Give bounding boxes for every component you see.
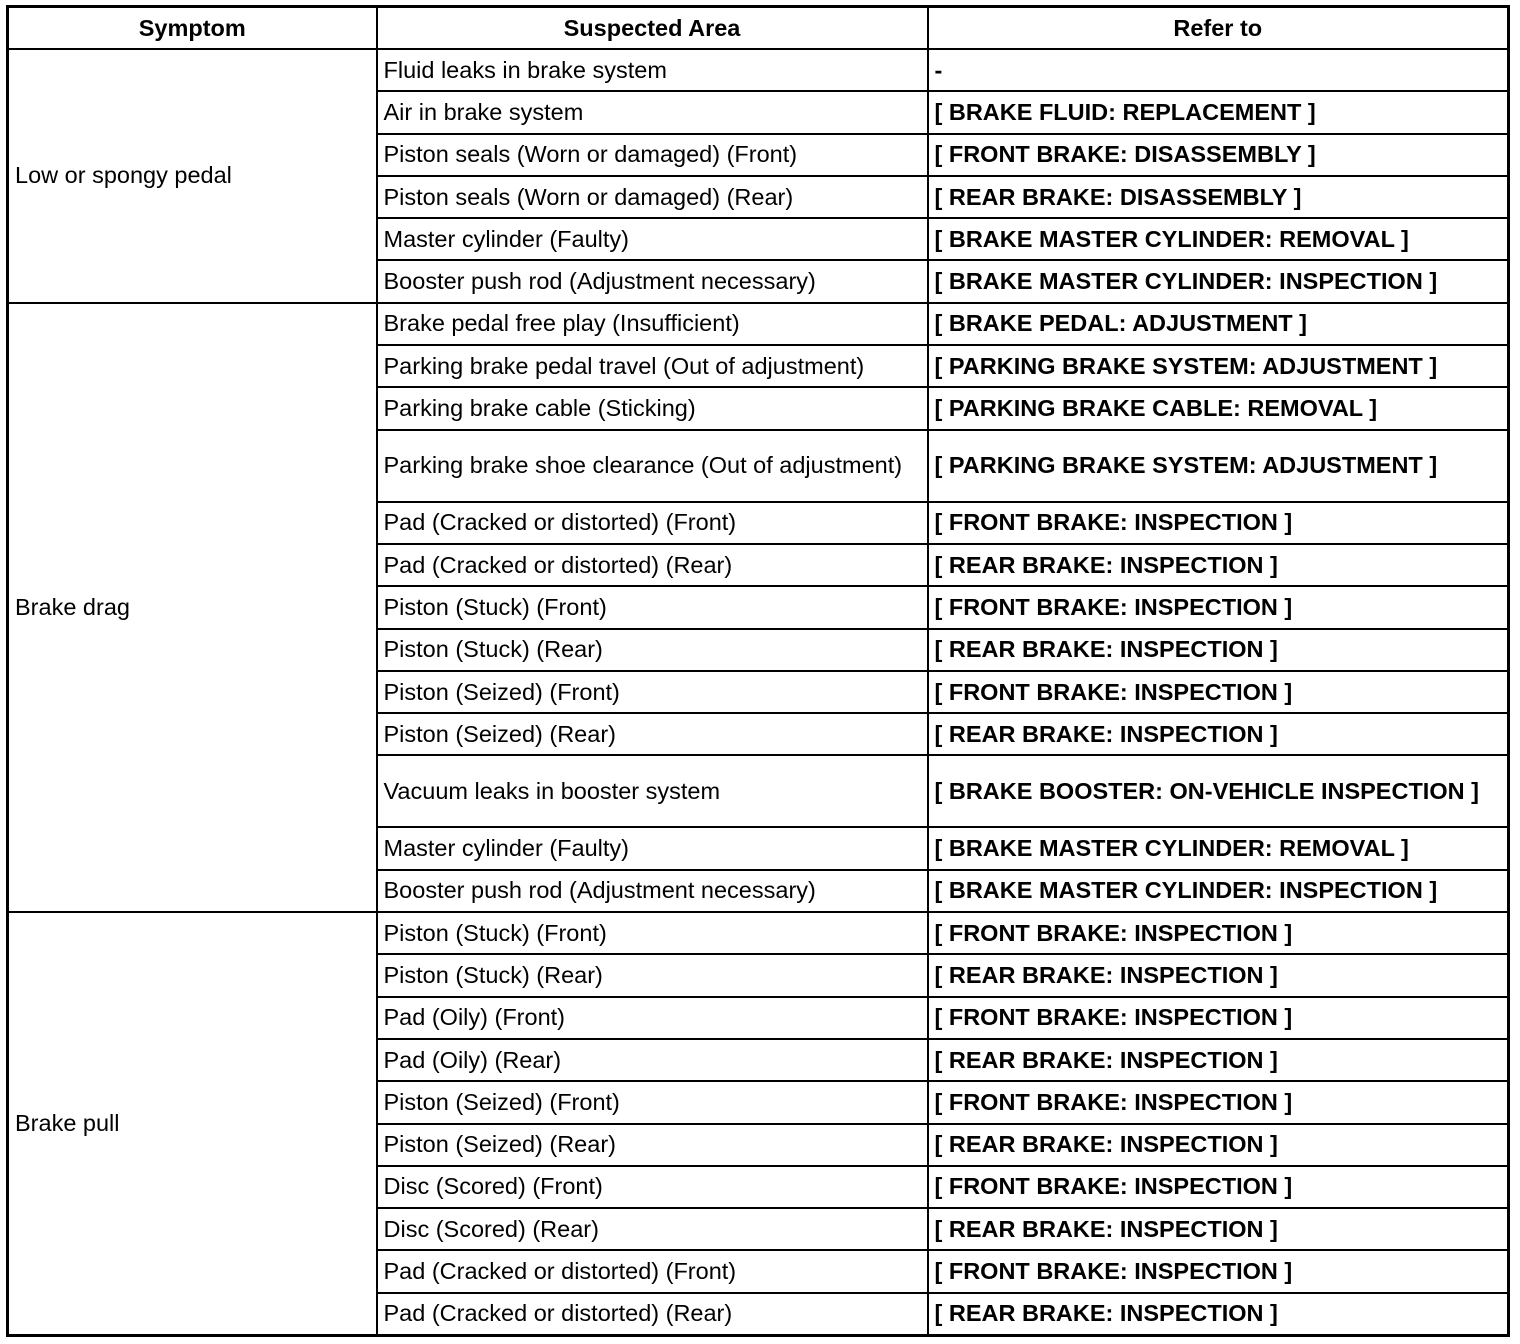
- refer-to-link[interactable]: [ BRAKE MASTER CYLINDER: INSPECTION ]: [928, 260, 1509, 302]
- suspected-area-cell: Piston (Seized) (Front): [377, 1081, 928, 1123]
- suspected-area-cell: Pad (Oily) (Front): [377, 997, 928, 1039]
- suspected-area-cell: Piston seals (Worn or damaged) (Rear): [377, 176, 928, 218]
- suspected-area-cell: Brake pedal free play (Insufficient): [377, 303, 928, 345]
- refer-to-link[interactable]: [ FRONT BRAKE: INSPECTION ]: [928, 586, 1509, 628]
- refer-to-link[interactable]: [ FRONT BRAKE: DISASSEMBLY ]: [928, 134, 1509, 176]
- suspected-area-cell: Piston (Stuck) (Front): [377, 912, 928, 954]
- suspected-area-cell: Parking brake pedal travel (Out of adjustment): [377, 345, 928, 387]
- table-row: [8, 303, 1509, 345]
- refer-to-link[interactable]: [ BRAKE MASTER CYLINDER: REMOVAL ]: [928, 218, 1509, 260]
- table-row: [8, 912, 1509, 954]
- suspected-area-cell: Pad (Oily) (Rear): [377, 1039, 928, 1081]
- suspected-area-cell: Parking brake shoe clearance (Out of adjustment): [377, 430, 928, 502]
- header-refer-to: Refer to: [928, 7, 1509, 50]
- suspected-area-cell: Piston (Seized) (Front): [377, 671, 928, 713]
- suspected-area-cell: Master cylinder (Faulty): [377, 218, 928, 260]
- refer-to-link[interactable]: [ BRAKE MASTER CYLINDER: REMOVAL ]: [928, 827, 1509, 869]
- refer-to-link[interactable]: [ REAR BRAKE: INSPECTION ]: [928, 1039, 1509, 1081]
- suspected-area-cell: Disc (Scored) (Front): [377, 1166, 928, 1208]
- table-row: [8, 49, 1509, 91]
- refer-to-link[interactable]: [ BRAKE MASTER CYLINDER: INSPECTION ]: [928, 870, 1509, 912]
- refer-to-link: -: [928, 49, 1509, 91]
- refer-to-link[interactable]: [ FRONT BRAKE: INSPECTION ]: [928, 1250, 1509, 1292]
- refer-to-link[interactable]: [ FRONT BRAKE: INSPECTION ]: [928, 1081, 1509, 1123]
- table-body: [8, 49, 1509, 1336]
- refer-to-link[interactable]: [ FRONT BRAKE: INSPECTION ]: [928, 1166, 1509, 1208]
- refer-to-link[interactable]: [ BRAKE PEDAL: ADJUSTMENT ]: [928, 303, 1509, 345]
- refer-to-link[interactable]: [ FRONT BRAKE: INSPECTION ]: [928, 912, 1509, 954]
- suspected-area-cell: Piston (Stuck) (Rear): [377, 629, 928, 671]
- suspected-area-cell: Piston (Seized) (Rear): [377, 713, 928, 755]
- refer-to-link[interactable]: [ FRONT BRAKE: INSPECTION ]: [928, 671, 1509, 713]
- header-suspected-area: Suspected Area: [377, 7, 928, 50]
- suspected-area-cell: Booster push rod (Adjustment necessary): [377, 260, 928, 302]
- refer-to-link[interactable]: [ REAR BRAKE: INSPECTION ]: [928, 629, 1509, 671]
- refer-to-link[interactable]: [ REAR BRAKE: INSPECTION ]: [928, 1124, 1509, 1166]
- troubleshooting-table: [6, 5, 1510, 1337]
- refer-to-link[interactable]: [ FRONT BRAKE: INSPECTION ]: [928, 502, 1509, 544]
- refer-to-link[interactable]: [ BRAKE FLUID: REPLACEMENT ]: [928, 91, 1509, 133]
- suspected-area-cell: Parking brake cable (Sticking): [377, 387, 928, 429]
- suspected-area-cell: Disc (Scored) (Rear): [377, 1208, 928, 1250]
- refer-to-link[interactable]: [ REAR BRAKE: INSPECTION ]: [928, 954, 1509, 996]
- suspected-area-cell: Pad (Cracked or distorted) (Rear): [377, 1293, 928, 1336]
- suspected-area-cell: Master cylinder (Faulty): [377, 827, 928, 869]
- refer-to-link[interactable]: [ PARKING BRAKE CABLE: REMOVAL ]: [928, 387, 1509, 429]
- symptom-cell: Brake pull: [8, 912, 377, 1335]
- suspected-area-cell: Air in brake system: [377, 91, 928, 133]
- symptom-cell: Low or spongy pedal: [8, 49, 377, 303]
- suspected-area-cell: Pad (Cracked or distorted) (Front): [377, 1250, 928, 1292]
- suspected-area-cell: Piston (Seized) (Rear): [377, 1124, 928, 1166]
- refer-to-link[interactable]: [ REAR BRAKE: INSPECTION ]: [928, 713, 1509, 755]
- suspected-area-cell: Piston seals (Worn or damaged) (Front): [377, 134, 928, 176]
- suspected-area-cell: Piston (Stuck) (Rear): [377, 954, 928, 996]
- refer-to-link[interactable]: [ PARKING BRAKE SYSTEM: ADJUSTMENT ]: [928, 345, 1509, 387]
- suspected-area-cell: Pad (Cracked or distorted) (Front): [377, 502, 928, 544]
- suspected-area-cell: Fluid leaks in brake system: [377, 49, 928, 91]
- suspected-area-cell: Pad (Cracked or distorted) (Rear): [377, 544, 928, 586]
- symptom-cell: Brake drag: [8, 303, 377, 912]
- suspected-area-cell: Vacuum leaks in booster system: [377, 755, 928, 827]
- refer-to-link[interactable]: [ FRONT BRAKE: INSPECTION ]: [928, 997, 1509, 1039]
- refer-to-link[interactable]: [ REAR BRAKE: INSPECTION ]: [928, 1208, 1509, 1250]
- header-symptom: Symptom: [8, 7, 377, 50]
- suspected-area-cell: Booster push rod (Adjustment necessary): [377, 870, 928, 912]
- header-row: [8, 7, 1509, 50]
- refer-to-link[interactable]: [ BRAKE BOOSTER: ON-VEHICLE INSPECTION ]: [928, 755, 1509, 827]
- refer-to-link[interactable]: [ REAR BRAKE: DISASSEMBLY ]: [928, 176, 1509, 218]
- refer-to-link[interactable]: [ REAR BRAKE: INSPECTION ]: [928, 1293, 1509, 1336]
- refer-to-link[interactable]: [ REAR BRAKE: INSPECTION ]: [928, 544, 1509, 586]
- refer-to-link[interactable]: [ PARKING BRAKE SYSTEM: ADJUSTMENT ]: [928, 430, 1509, 502]
- suspected-area-cell: Piston (Stuck) (Front): [377, 586, 928, 628]
